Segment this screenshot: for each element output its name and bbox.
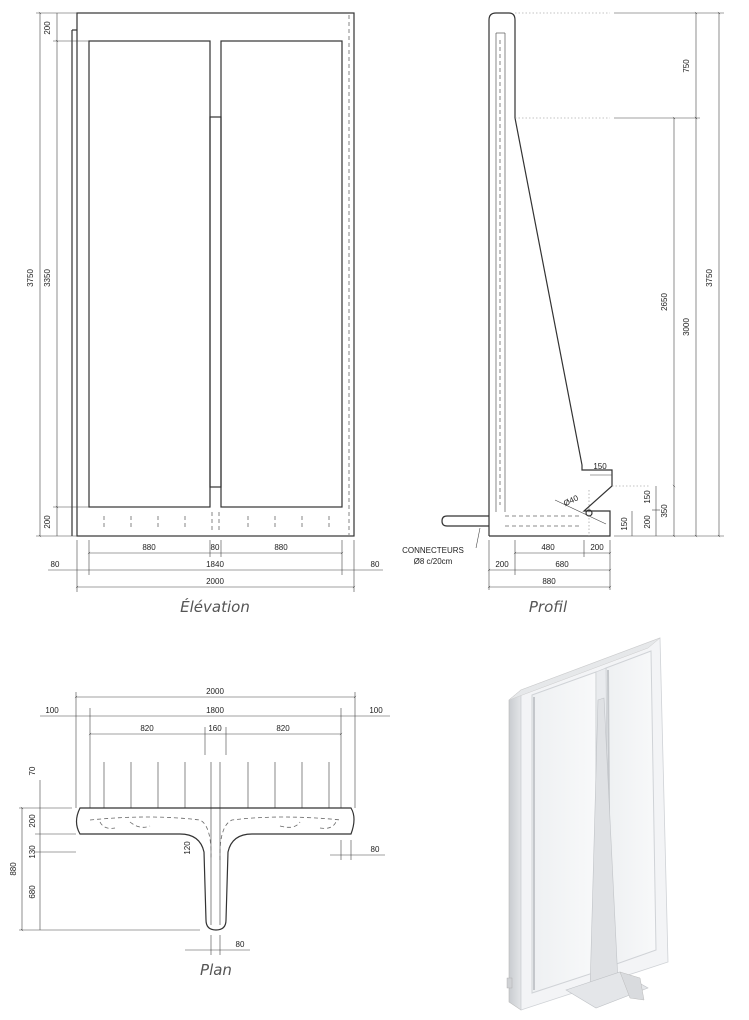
product-render (507, 638, 668, 1010)
elevation-connectors (104, 512, 329, 530)
plan-dim-200: 200 (28, 814, 37, 828)
elevation-left-recess (89, 41, 210, 507)
profile-dim-750: 750 (682, 59, 691, 73)
profile-wall-panel (489, 13, 515, 536)
elevation-dim-3350: 3350 (43, 269, 52, 287)
elevation-right-recess (221, 41, 342, 507)
elevation-dim-880-right: 880 (274, 543, 288, 552)
elevation-dim-3750: 3750 (26, 269, 35, 287)
plan-dim-680: 680 (28, 885, 37, 899)
profile-dim-200-base: 200 (590, 543, 604, 552)
plan-dim-160: 160 (208, 724, 222, 733)
profile-connector-bar (442, 516, 489, 526)
profile-caption: Profil (528, 598, 568, 616)
plan-dim-880: 880 (9, 862, 18, 876)
plan-dim-820-right: 820 (276, 724, 290, 733)
profile-dim-3000: 3000 (682, 318, 691, 336)
plan-dim-80-right: 80 (370, 845, 380, 854)
elevation-view (26, 13, 383, 616)
profile-dim-880: 880 (542, 577, 556, 586)
profile-view (402, 13, 724, 616)
profile-dim-150-low: 150 (620, 517, 629, 531)
profile-dim-480: 480 (541, 543, 555, 552)
elevation-dim-880-left: 880 (142, 543, 156, 552)
plan-caption: Plan (200, 961, 232, 979)
elevation-dim-2000: 2000 (206, 577, 224, 586)
profile-dim-150-top: 150 (593, 462, 607, 471)
profile-stiffener (489, 118, 612, 536)
elevation-dim-80-side-right: 80 (370, 560, 380, 569)
elevation-dim-200-bottom: 200 (43, 515, 52, 529)
profile-dim-150-right: 150 (643, 490, 652, 504)
elevation-panel-outline (77, 13, 354, 536)
profile-dim-350: 350 (660, 504, 669, 518)
plan-connectors (104, 762, 329, 925)
plan-dim-130: 130 (28, 845, 37, 859)
elevation-central-rib (210, 117, 221, 487)
profile-dim-200-right: 200 (643, 515, 652, 529)
plan-dim-100-left: 100 (45, 706, 59, 715)
profile-dim-680: 680 (555, 560, 569, 569)
profile-dim-2650: 2650 (660, 293, 669, 311)
plan-dim-820-left: 820 (140, 724, 154, 733)
plan-dim-100-right: 100 (369, 706, 383, 715)
plan-dim-80-bottom: 80 (235, 940, 245, 949)
plan-dim-1800: 1800 (206, 706, 224, 715)
elevation-dim-80-mid: 80 (210, 543, 220, 552)
plan-view (9, 687, 390, 979)
profile-dim-200-left: 200 (495, 560, 509, 569)
plan-dim-70: 70 (28, 766, 37, 776)
elevation-dim-200-top: 200 (43, 21, 52, 35)
elevation-caption: Élévation (180, 598, 250, 616)
profile-connector-label: CONNECTEURS (402, 546, 464, 555)
plan-dim-2000: 2000 (206, 687, 224, 696)
profile-connector-spec: Ø8 c/20cm (413, 557, 453, 566)
profile-dim-3750: 3750 (705, 269, 714, 287)
profile-dim-diam40: Ø40 (562, 493, 580, 509)
plan-dim-120: 120 (183, 841, 192, 855)
plan-slab-outline (77, 808, 355, 930)
elevation-dim-1840: 1840 (206, 560, 224, 569)
elevation-dim-80-side-left: 80 (50, 560, 60, 569)
